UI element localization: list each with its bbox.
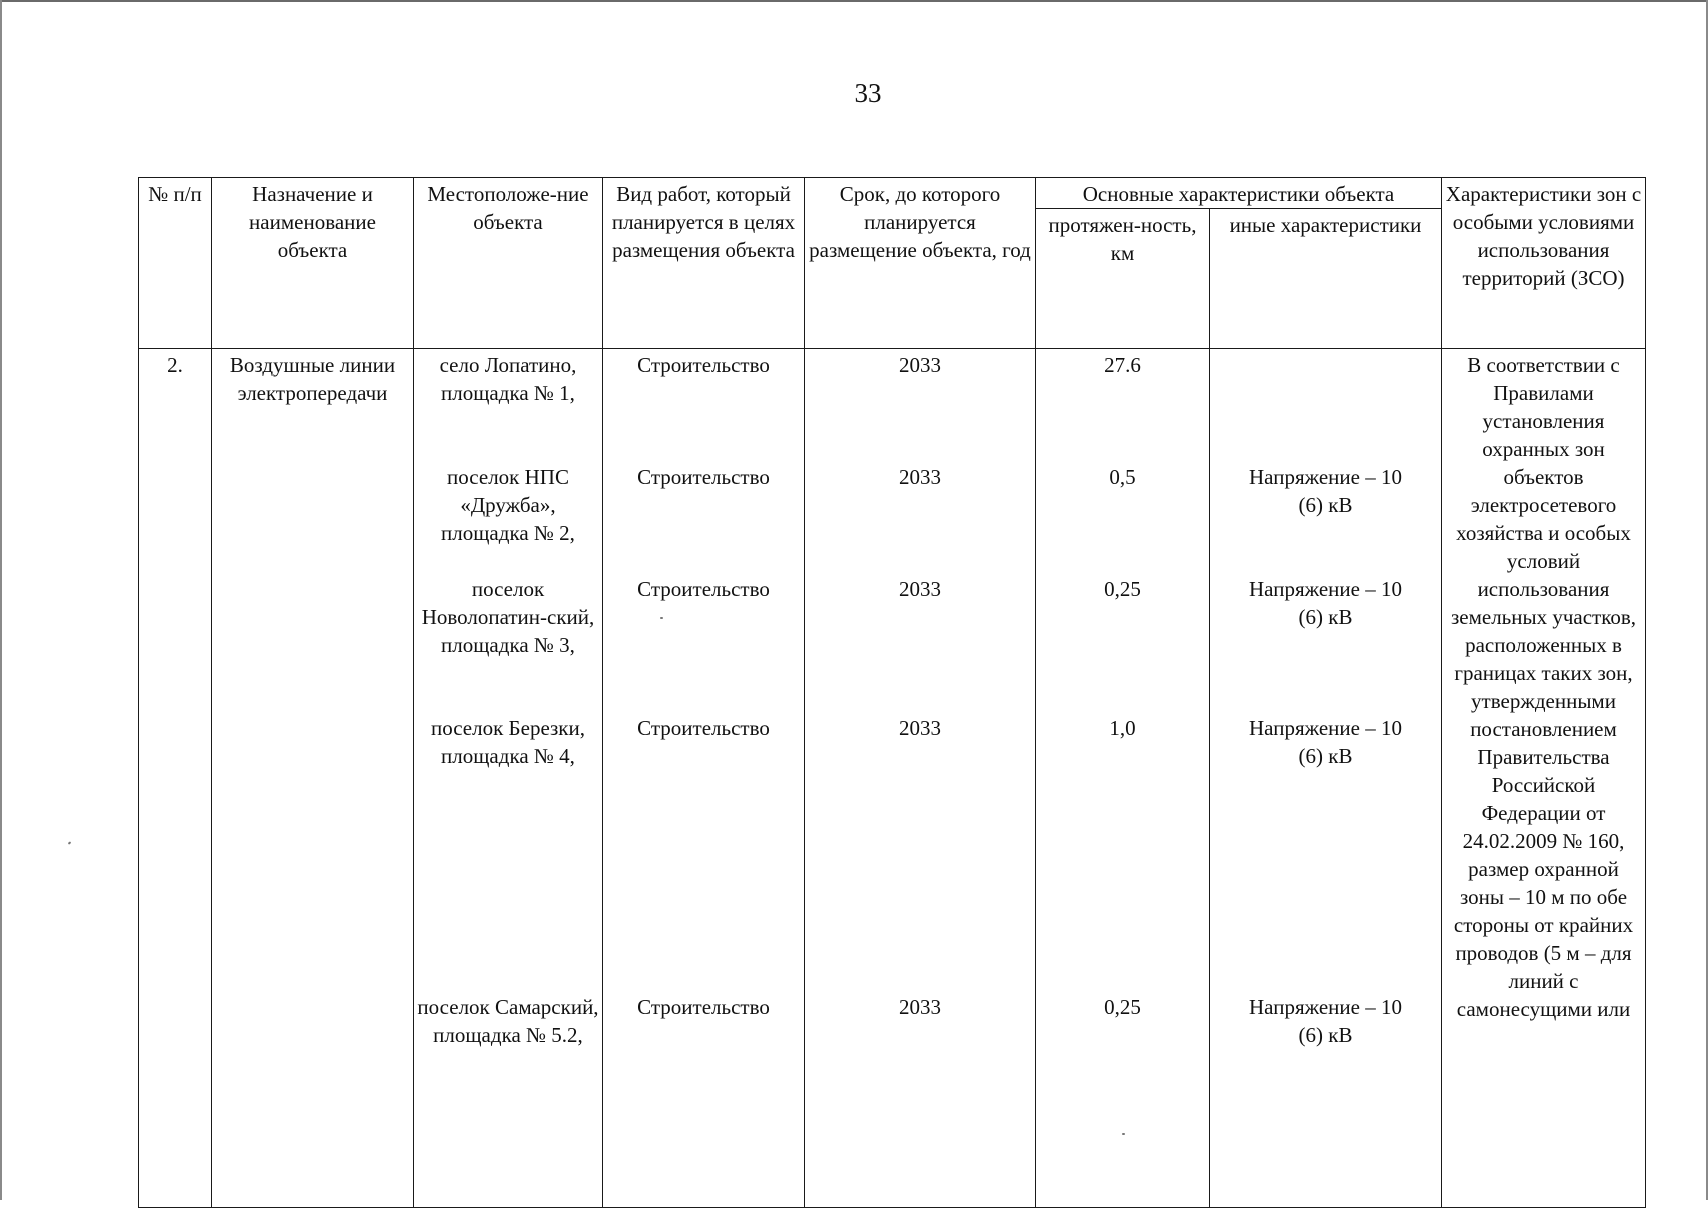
site-deadline-5: 2033 — [899, 995, 941, 1019]
site-location-4: поселок Березки, площадка № 4, — [430, 716, 586, 768]
header-name: Назначение и наименование объекта — [212, 178, 414, 349]
site-work-type-5: Строительство — [637, 995, 770, 1019]
site-other-5: Напряжение – 10 (6) кВ — [1249, 995, 1402, 1047]
deadline-column — [805, 349, 1036, 1208]
page-number: 33 — [854, 78, 882, 108]
row-object-name: Воздушные линии электропередачи — [212, 349, 414, 1208]
site-other-2: Напряжение – 10 (6) кВ — [1249, 465, 1402, 517]
site-length-2: 0,5 — [1109, 465, 1136, 489]
header-other: иные характеристики — [1210, 209, 1442, 349]
row-num: 2. — [139, 349, 212, 1208]
site-work-type-2: Строительство — [637, 465, 770, 489]
site-location-5: поселок Самарский, площадка № 5.2, — [417, 995, 599, 1047]
header-work-type: Вид работ, который планируется в целях размещения объекта — [603, 178, 805, 349]
site-work-type-3: Строительство — [637, 577, 770, 601]
scan-edge-left — [0, 0, 2, 1200]
site-other-3: Напряжение – 10 (6) кВ — [1249, 577, 1402, 629]
site-length-5: 0,25 — [1104, 995, 1141, 1019]
site-location-1: село Лопатино, площадка № 1, — [439, 353, 577, 405]
table-row — [139, 349, 1646, 1208]
site-location-3: поселок Новолопатин-ский, площадка № 3, — [421, 577, 595, 657]
scan-speck — [660, 617, 663, 619]
objects-table — [138, 177, 1646, 1208]
scan-speck — [1122, 1133, 1125, 1135]
site-deadline-1: 2033 — [899, 353, 941, 377]
scan-edge-top — [0, 0, 1708, 2]
site-length-3: 0,25 — [1104, 577, 1141, 601]
header-zones: Характеристики зон с особыми условиями использования территорий (ЗСО) — [1442, 178, 1646, 349]
site-deadline-2: 2033 — [899, 465, 941, 489]
header-main-characteristics: Основные характеристики объекта — [1036, 178, 1442, 209]
site-other-4: Напряжение – 10 (6) кВ — [1249, 716, 1402, 768]
location-column — [414, 349, 603, 1208]
row-zones-text: В соответствии с Правилами установления охранных зон объектов электросетевого хозяйства и особых условий использования земельных участков, расположенных в границах таких зон, утвержденными постановлением Правительства Российской Федерации от 24.02.2009 № 160, размер охранной зоны – 10 м по обе стороны от крайних проводов (5 м – для линий с самонесущими или — [1442, 349, 1646, 1208]
site-deadline-3: 2033 — [899, 577, 941, 601]
site-length-4: 1,0 — [1109, 716, 1136, 740]
site-work-type-4: Строительство — [637, 716, 770, 740]
site-length-1: 27.6 — [1104, 353, 1141, 377]
work-type-column — [603, 349, 805, 1208]
scan-speck — [68, 841, 72, 844]
header-length: протяжен-ность, км — [1036, 209, 1210, 349]
length-column — [1036, 349, 1210, 1208]
site-work-type-1: Строительство — [637, 353, 770, 377]
site-deadline-4: 2033 — [899, 716, 941, 740]
site-location-2: поселок НПС «Дружба», площадка № 2, — [441, 465, 575, 545]
other-column — [1210, 349, 1442, 1208]
header-deadline: Срок, до которого планируется размещение объекта, год — [805, 178, 1036, 349]
header-num: № п/п — [139, 178, 212, 349]
header-location: Местоположе-ние объекта — [414, 178, 603, 349]
